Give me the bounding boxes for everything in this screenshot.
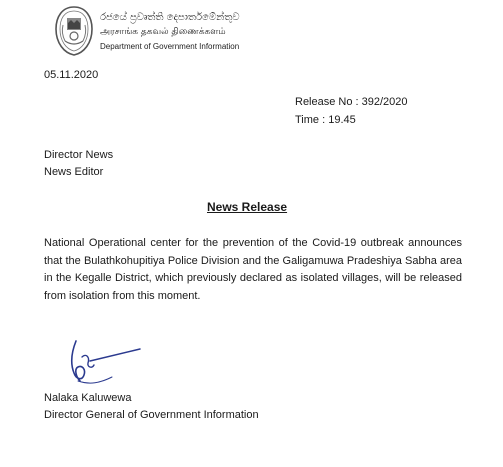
release-time: Time : 19.45 (295, 114, 356, 126)
signer-title: Director General of Government Information (44, 409, 259, 421)
recipient-news-editor: News Editor (44, 166, 104, 178)
department-name-english: Department of Government Information (100, 42, 240, 51)
department-name-tamil: அரசாங்க தகவல் திணைக்களம் (100, 27, 226, 37)
department-header (100, 13, 240, 51)
release-number: Release No : 392/2020 (295, 96, 408, 108)
signer-name: Nalaka Kaluwewa (44, 392, 132, 404)
page-title: News Release (207, 200, 288, 214)
department-name-sinhala: රජයේ ප්‍රවෘත්ති දෙපාර්තමේන්තුව (100, 12, 240, 23)
recipient-director-news: Director News (44, 149, 114, 161)
government-emblem-icon (54, 5, 94, 57)
signature-mark (60, 337, 160, 397)
release-date: 05.11.2020 (44, 69, 99, 81)
release-body: National Operational center for the prevention of the Covid-19 outbreak announces that the Bulathkohupitiya Police Division and the Galigamuwa Pradeshiya Sabha area in the Kegalle District, which previously declared as isolated villages, will be released from isolation from this moment. (44, 237, 462, 302)
